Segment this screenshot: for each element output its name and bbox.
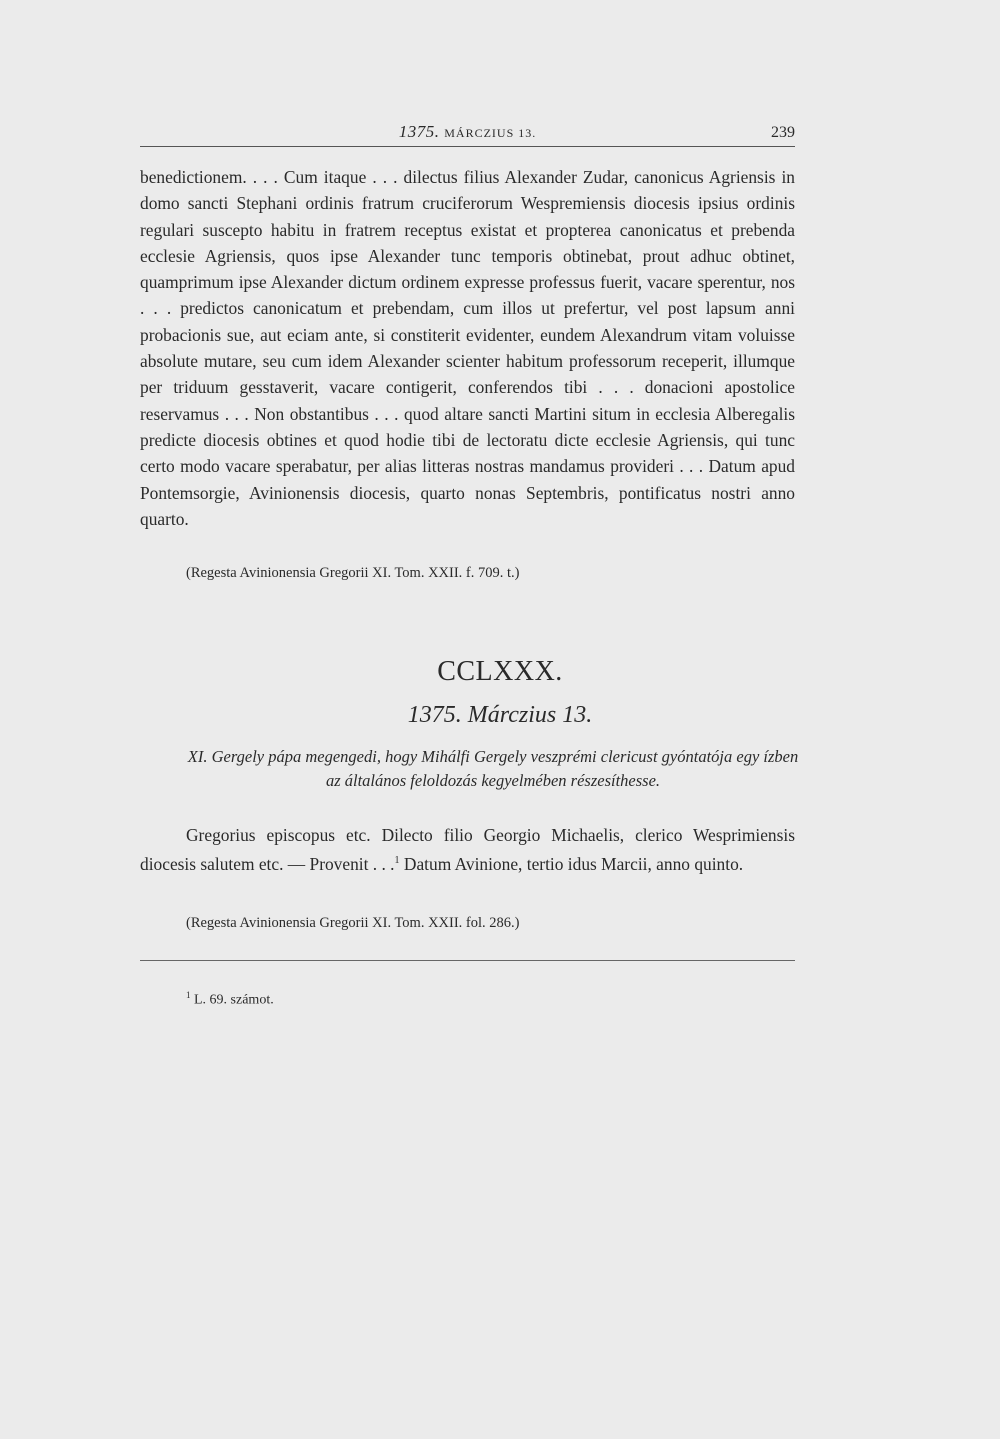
document-summary: XI. Gergely pápa megengedi, hogy Mihálfi Gergely veszprémi clericust gyóntatója egy ízben az általános feloldozás kegyelmében részesíthesse. (187, 747, 799, 790)
document-number: CCLXXX. (437, 656, 563, 687)
footnote-text: L. 69. számot. (190, 992, 274, 1008)
running-head (140, 118, 795, 147)
charter-text-start: Gregorius episcopus etc. Dilecto filio Georgio Michaelis, clerico Wesprimiensis diocesis salutem etc. — Provenit . . . (140, 825, 795, 875)
source-citation-1: (Regesta Avinionensia Gregorii XI. Tom. XXII. f. 709. t.) (186, 565, 520, 581)
continued-charter-text: benedictionem. . . . Cum itaque . . . dilectus filius Alexander Zudar, canonicus Agriensis in domo sancti Stephani ordinis fratrum cruciferorum Wespremiensis diocesis ipsius ordinis regulari suscepto habitu in fratrem receptus existat et propterea canonicatus et prebenda ecclesie Agriensis, quos ipse Alexander tunc temporis obtinebat, prout adhuc obtinet, quamprimum ipse Alexander dictum ordinem expresse professus fuerit, vacare sperentur, nos . . . predictos canonicatum et prebendam, cum illos ut prefertur, vel post lapsum anni probacionis sue, aut eciam ante, si constiterit evidenter, eundem Alexandrum vitam voluisse absolute mutare, seu cum idem Alexander scienter habitum professorum receperit, illumque per triduum gesstaverit, vacare contigerit, conferendos tibi . . . donacioni apostolice reservamus . . . Non obstantibus . . . quod altare sancti Martini situm in ecclesia Alberegalis predicte diocesis obtines et quod hodie tibi de lectoratu dicte ecclesie Agriensis, qui tunc certo modo vacare sperabatur, per alias litteras nostras mandamus provideri . . . Datum apud Pontemsorgie, Avinionensis diocesis, quarto nonas Septembris, pontificatus nostri anno quarto. (140, 167, 795, 529)
page-number: 239 (771, 124, 795, 141)
running-title (140, 122, 795, 142)
source-citation-2: (Regesta Avinionensia Gregorii XI. Tom. XXII. fol. 286.) (186, 915, 520, 931)
charter-text (140, 822, 795, 877)
footnote-divider (140, 960, 795, 961)
running-month-day: MÁRCZIUS 13. (444, 126, 537, 140)
running-year: 1375. (398, 122, 440, 141)
charter-text-end: Datum Avinione, tertio idus Marcii, anno quinto. (399, 854, 744, 875)
footnote-reference: 1 (394, 855, 400, 867)
footnote-marker: 1 (186, 990, 191, 1000)
document-date: 1375. Márczius 13. (407, 702, 593, 728)
footnote (186, 990, 274, 1009)
